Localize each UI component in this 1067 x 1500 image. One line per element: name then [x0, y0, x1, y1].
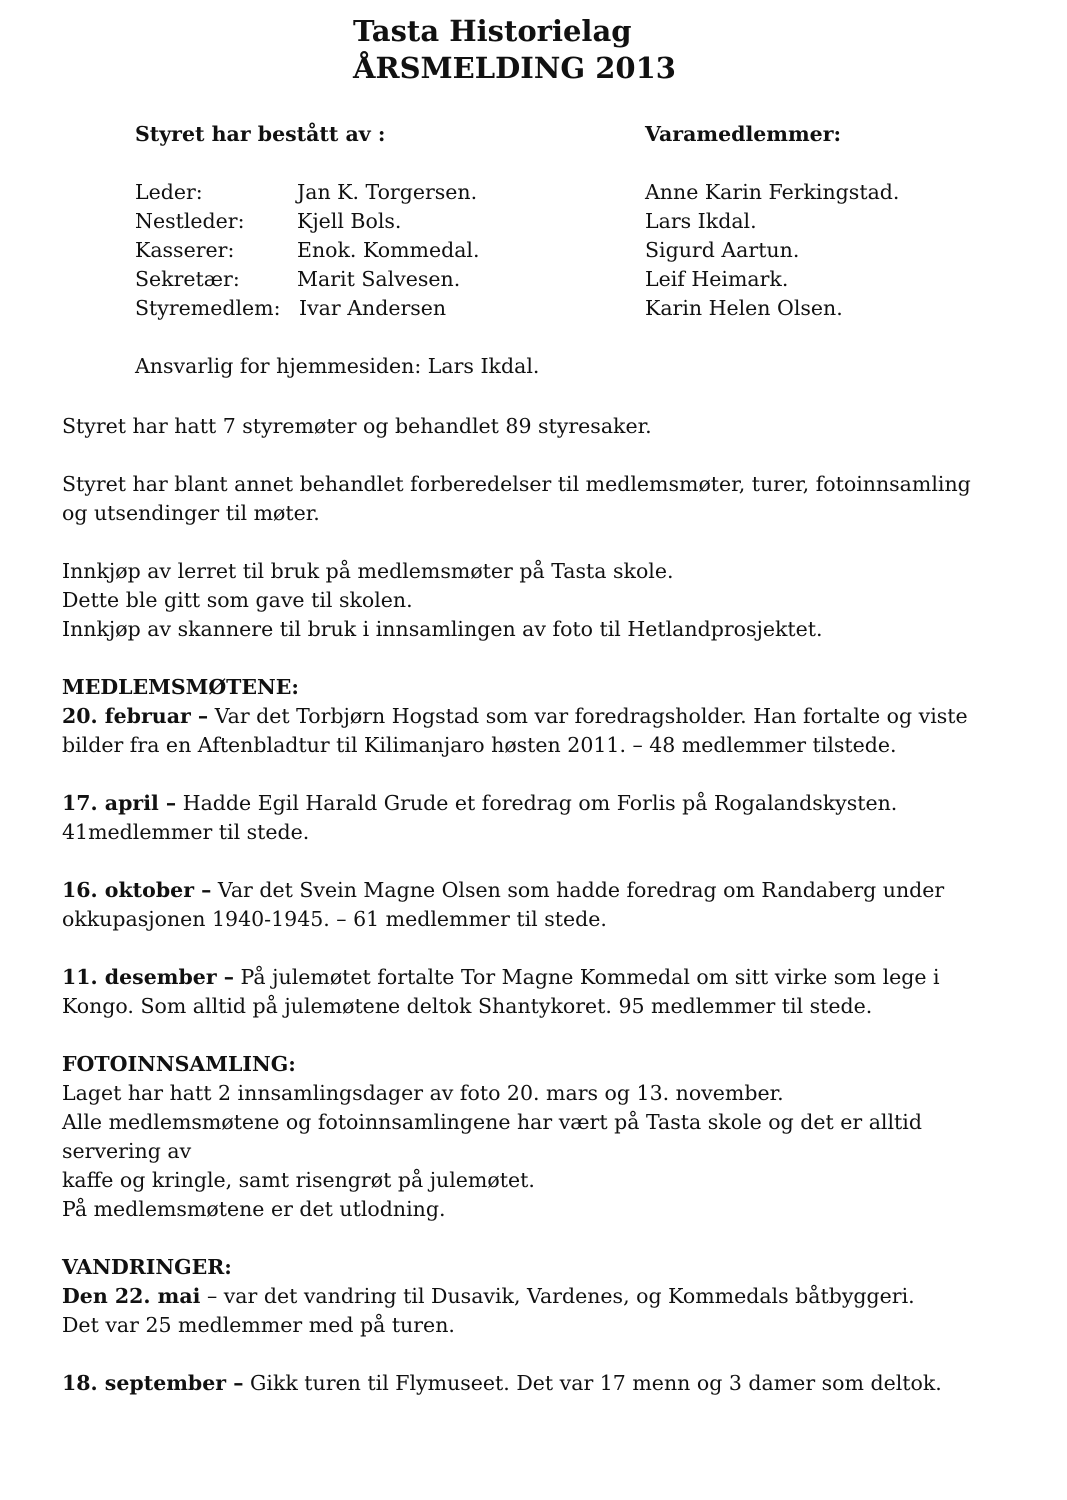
section-heading-meetings: MEDLEMSMØTENE:	[62, 675, 299, 699]
board-name: Marit Salvesen.	[297, 267, 461, 291]
alternates-heading: Varamedlemmer:	[645, 122, 842, 146]
alternate-name: Leif Heimark.	[645, 267, 789, 291]
board-role: Styremedlem:	[135, 296, 281, 320]
board-name: Jan K. Torgersen.	[297, 180, 478, 204]
meeting-text: Var det Torbjørn Hogstad som var foredragsholder. Han fortalte og viste	[208, 704, 968, 728]
photo-text: Laget har hatt 2 innsamlingsdager av foto 20. mars og 13. november.	[62, 1081, 784, 1105]
webmaster-line: Ansvarlig for hjemmesiden: Lars Ikdal.	[135, 354, 540, 378]
section-heading-photo: FOTOINNSAMLING:	[62, 1052, 296, 1076]
meeting-text: Hadde Egil Harald Grude et foredrag om Forlis på Rogalandskysten.	[176, 791, 898, 815]
meeting-text: okkupasjonen 1940-1945. – 61 medlemmer til stede.	[62, 907, 607, 931]
meeting-entry	[62, 963, 940, 992]
meeting-text: Var det Svein Magne Olsen som hadde foredrag om Randaberg under	[211, 878, 945, 902]
board-name: Ivar Andersen	[299, 296, 447, 320]
meeting-entry	[62, 702, 968, 731]
board-role: Nestleder:	[135, 209, 245, 233]
board-role: Leder:	[135, 180, 203, 204]
meeting-entry	[62, 876, 944, 905]
walk-entry	[62, 1369, 942, 1398]
board-name: Kjell Bols.	[297, 209, 402, 233]
meeting-entry	[62, 789, 897, 818]
page-subtitle: ÅRSMELDING 2013	[353, 51, 676, 85]
purchase-text: Innkjøp av lerret til bruk på medlemsmøter på Tasta skole.	[62, 559, 674, 583]
meeting-date: 17. april –	[62, 791, 177, 815]
meeting-text: Kongo. Som alltid på julemøtene deltok Shantykoret. 95 medlemmer til stede.	[62, 994, 873, 1018]
walk-date: 18. september –	[62, 1371, 244, 1395]
board-role: Sekretær:	[135, 267, 240, 291]
board-name: Enok. Kommedal.	[297, 238, 480, 262]
walk-text: – var det vandring til Dusavik, Vardenes, og Kommedals båtbyggeri.	[200, 1284, 915, 1308]
alternate-name: Anne Karin Ferkingstad.	[645, 180, 900, 204]
walk-text: Det var 25 medlemmer med på turen.	[62, 1313, 455, 1337]
walk-text: Gikk turen til Flymuseet. Det var 17 menn og 3 damer som deltok.	[243, 1371, 942, 1395]
photo-text: kaffe og kringle, samt risengrøt på julemøtet.	[62, 1168, 535, 1192]
meeting-date: 11. desember –	[62, 965, 235, 989]
meeting-text: bilder fra en Aftenbladtur til Kilimanjaro høsten 2011. – 48 medlemmer tilstede.	[62, 733, 897, 757]
board-handled-text: og utsendinger til møter.	[62, 501, 320, 525]
board-handled-text: Styret har blant annet behandlet forberedelser til medlemsmøter, turer, fotoinnsamling	[62, 472, 971, 496]
board-heading: Styret har bestått av :	[135, 122, 386, 146]
meeting-text: På julemøtet fortalte Tor Magne Kommedal om sitt virke som lege i	[234, 965, 940, 989]
purchase-text: Innkjøp av skannere til bruk i innsamlingen av foto til Hetlandprosjektet.	[62, 617, 823, 641]
alternate-name: Lars Ikdal.	[645, 209, 757, 233]
meeting-date: 20. februar –	[62, 704, 209, 728]
board-meetings-text: Styret har hatt 7 styremøter og behandlet 89 styresaker.	[62, 414, 652, 438]
page-title: Tasta Historielag	[353, 14, 632, 48]
alternate-name: Karin Helen Olsen.	[645, 296, 843, 320]
photo-text: servering av	[62, 1139, 192, 1163]
photo-text: Alle medlemsmøtene og fotoinnsamlingene har vært på Tasta skole og det er alltid	[62, 1110, 922, 1134]
meeting-date: 16. oktober –	[62, 878, 212, 902]
walk-entry	[62, 1282, 915, 1311]
board-role: Kasserer:	[135, 238, 235, 262]
purchase-text: Dette ble gitt som gave til skolen.	[62, 588, 413, 612]
photo-text: På medlemsmøtene er det utlodning.	[62, 1197, 446, 1221]
section-heading-walks: VANDRINGER:	[62, 1255, 232, 1279]
alternate-name: Sigurd Aartun.	[645, 238, 800, 262]
meeting-text: 41medlemmer til stede.	[62, 820, 310, 844]
walk-date: Den 22. mai	[62, 1284, 201, 1308]
